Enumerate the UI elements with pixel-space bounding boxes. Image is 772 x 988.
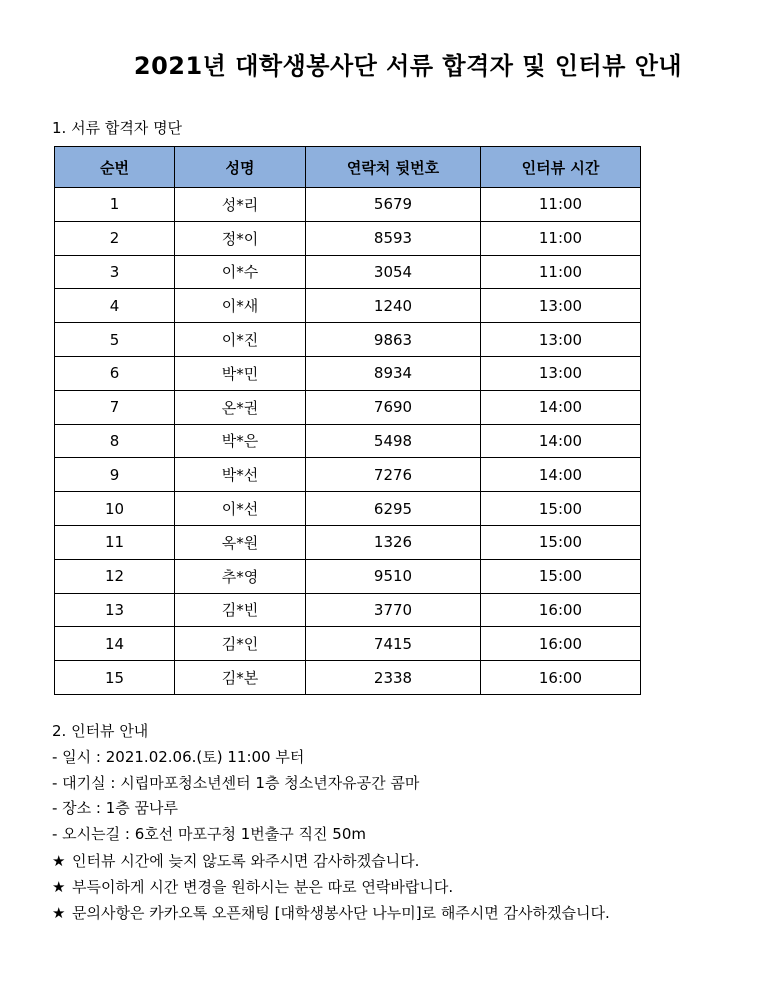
cell-name: 추*영: [175, 559, 306, 593]
column-header-phone-suffix: 연락처 뒷번호: [306, 147, 481, 188]
cell-interview-time: 16:00: [481, 593, 641, 627]
page-title: 2021년 대학생봉사단 서류 합격자 및 인터뷰 안내: [133, 52, 683, 80]
cell-name: 김*빈: [175, 593, 306, 627]
table-row: [55, 492, 641, 526]
table-row: [55, 424, 641, 458]
table-row: [55, 458, 641, 492]
cell-phone-suffix: 8593: [306, 221, 481, 255]
table-row: [55, 255, 641, 289]
cell-number: 1: [55, 188, 175, 222]
cell-phone-suffix: 9863: [306, 323, 481, 357]
cell-phone-suffix: 3054: [306, 255, 481, 289]
column-header-name: 성명: [175, 147, 306, 188]
cell-number: 13: [55, 593, 175, 627]
cell-number: 9: [55, 458, 175, 492]
cell-number: 7: [55, 390, 175, 424]
cell-phone-suffix: 3770: [306, 593, 481, 627]
notice-text: 부득이하게 시간 변경을 원하시는 분은 따로 연락바랍니다.: [72, 878, 454, 896]
notice-list: [52, 848, 610, 926]
table-body: [55, 188, 641, 695]
cell-interview-time: 11:00: [481, 255, 641, 289]
star-icon: ★: [52, 904, 66, 922]
cell-name: 김*인: [175, 627, 306, 661]
cell-interview-time: 15:00: [481, 492, 641, 526]
table-row: [55, 356, 641, 390]
table-row: [55, 390, 641, 424]
notice-text: 문의사항은 카카오톡 오픈채팅 [대학생봉사단 나누미]로 해주시면 감사하겠습니다.: [72, 904, 610, 922]
section-heading-interview-info: 2. 인터뷰 안내: [52, 722, 149, 740]
column-header-interview-time: 인터뷰 시간: [481, 147, 641, 188]
cell-interview-time: 15:00: [481, 525, 641, 559]
table-header: [55, 147, 641, 188]
cell-number: 14: [55, 627, 175, 661]
applicant-table: [54, 146, 641, 695]
table-row: [55, 559, 641, 593]
section-heading-applicant-list: 1. 서류 합격자 명단: [52, 119, 183, 137]
table-row: [55, 627, 641, 661]
cell-name: 이*수: [175, 255, 306, 289]
table-header-row: [55, 147, 641, 188]
info-item: - 장소 : 1층 꿈나루: [52, 799, 179, 818]
cell-name: 옥*원: [175, 525, 306, 559]
table-row: [55, 525, 641, 559]
cell-number: 6: [55, 356, 175, 390]
table-row: [55, 661, 641, 695]
star-icon: ★: [52, 878, 66, 896]
table-row: [55, 323, 641, 357]
cell-name: 박*선: [175, 458, 306, 492]
cell-name: 이*새: [175, 289, 306, 323]
cell-name: 정*이: [175, 221, 306, 255]
column-header-number: 순번: [55, 147, 175, 188]
cell-name: 이*선: [175, 492, 306, 526]
info-item: - 대기실 : 시립마포청소년센터 1층 청소년자유공간 콤마: [52, 773, 420, 792]
cell-interview-time: 13:00: [481, 323, 641, 357]
star-icon: ★: [52, 852, 66, 870]
cell-interview-time: 14:00: [481, 424, 641, 458]
notice-item: [52, 848, 610, 874]
notice-item: [52, 874, 610, 900]
cell-number: 10: [55, 492, 175, 526]
cell-phone-suffix: 7690: [306, 390, 481, 424]
cell-interview-time: 13:00: [481, 289, 641, 323]
cell-phone-suffix: 2338: [306, 661, 481, 695]
cell-interview-time: 16:00: [481, 661, 641, 695]
cell-number: 12: [55, 559, 175, 593]
cell-interview-time: 16:00: [481, 627, 641, 661]
table-row: [55, 188, 641, 222]
table-row: [55, 221, 641, 255]
cell-name: 이*진: [175, 323, 306, 357]
cell-number: 5: [55, 323, 175, 357]
info-item: - 일시 : 2021.02.06.(토) 11:00 부터: [52, 748, 305, 766]
cell-phone-suffix: 8934: [306, 356, 481, 390]
cell-name: 성*리: [175, 188, 306, 222]
cell-name: 김*본: [175, 661, 306, 695]
notice-item: [52, 900, 610, 926]
cell-phone-suffix: 6295: [306, 492, 481, 526]
cell-interview-time: 11:00: [481, 188, 641, 222]
cell-phone-suffix: 1240: [306, 289, 481, 323]
info-item: - 오시는길 : 6호선 마포구청 1번출구 직진 50m: [52, 825, 366, 844]
cell-phone-suffix: 5679: [306, 188, 481, 222]
cell-phone-suffix: 1326: [306, 525, 481, 559]
table-row: [55, 289, 641, 323]
cell-number: 3: [55, 255, 175, 289]
cell-phone-suffix: 9510: [306, 559, 481, 593]
cell-interview-time: 15:00: [481, 559, 641, 593]
cell-name: 박*은: [175, 424, 306, 458]
notice-text: 인터뷰 시간에 늦지 않도록 와주시면 감사하겠습니다.: [72, 852, 420, 870]
cell-name: 박*민: [175, 356, 306, 390]
cell-number: 15: [55, 661, 175, 695]
cell-number: 2: [55, 221, 175, 255]
cell-number: 8: [55, 424, 175, 458]
cell-interview-time: 13:00: [481, 356, 641, 390]
cell-number: 4: [55, 289, 175, 323]
table-row: [55, 593, 641, 627]
cell-interview-time: 11:00: [481, 221, 641, 255]
cell-phone-suffix: 7415: [306, 627, 481, 661]
cell-interview-time: 14:00: [481, 390, 641, 424]
cell-name: 온*권: [175, 390, 306, 424]
cell-number: 11: [55, 525, 175, 559]
cell-phone-suffix: 7276: [306, 458, 481, 492]
cell-interview-time: 14:00: [481, 458, 641, 492]
cell-phone-suffix: 5498: [306, 424, 481, 458]
interview-info-list: [52, 745, 419, 848]
